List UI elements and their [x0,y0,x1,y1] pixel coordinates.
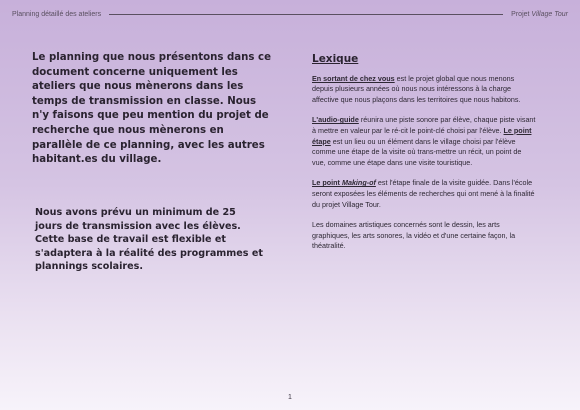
header-title: Planning détaillé des ateliers [12,10,102,18]
lexique-entry-projet: En sortant de chez vous est le projet global que nous menons depuis plusieurs années où nous nous intéressons à la charge affective que nous plaçons dans les territoires que nous habitons. [312,73,521,104]
intro-paragraph: Le planning que nous présentons dans ce document concerne uniquement les ateliers que nous mènerons dans les temps de transmission en classe. Nous n'y faisons que peu mention du projet de recherche que nous mènerons en parallèle de ce planning, avec les autres habitant.es du village. [32,52,271,166]
term-audio-guide: L'audio-guide [312,115,359,125]
page-header [12,8,568,20]
term-making-of: Le point Making-of [312,178,376,188]
lexique-closing: Les domaines artistiques concernés sont le dessin, les arts graphiques, les arts sonores, la vidéo et d'une certaine façon, la théatralité. [312,220,516,251]
lexique-column [312,54,536,262]
lexique-entry-making-of: Le point Making-of est l'étape finale de la visite guidée. Dans l'école seront exposées les éléments de recherches qui ont mené à la finalité du projet Village Tour. [312,178,535,209]
term-en-sortant: En sortant de chez vous [312,73,395,83]
lexique-entry-audio-guide: L'audio-guide réunira une piste sonore par élève, chaque piste visant à mettre en valeur par le ré-cit le point-clé choisi par l'élève. Le point étape est un lieu ou un élément dans le village choisi par l'élève comme une étape de la visite où trans-mettre un récit, un point de vue, comme une étape dans une visite touristique. [312,115,536,167]
header-project-name: Projet Village Tour [511,10,568,18]
lexique-title: Lexique [312,53,359,65]
page-number: 1 [288,394,292,401]
intro-column [32,51,272,168]
schedule-paragraph: Nous avons prévu un minimum de 25 jours de transmission avec les élèves. Cette base de travail est flexible et s'adaptera à la réalité des programmes et plannings scolaires. [35,207,263,273]
header-rule [109,14,503,15]
term-point-etape: Le point étape [312,125,532,146]
